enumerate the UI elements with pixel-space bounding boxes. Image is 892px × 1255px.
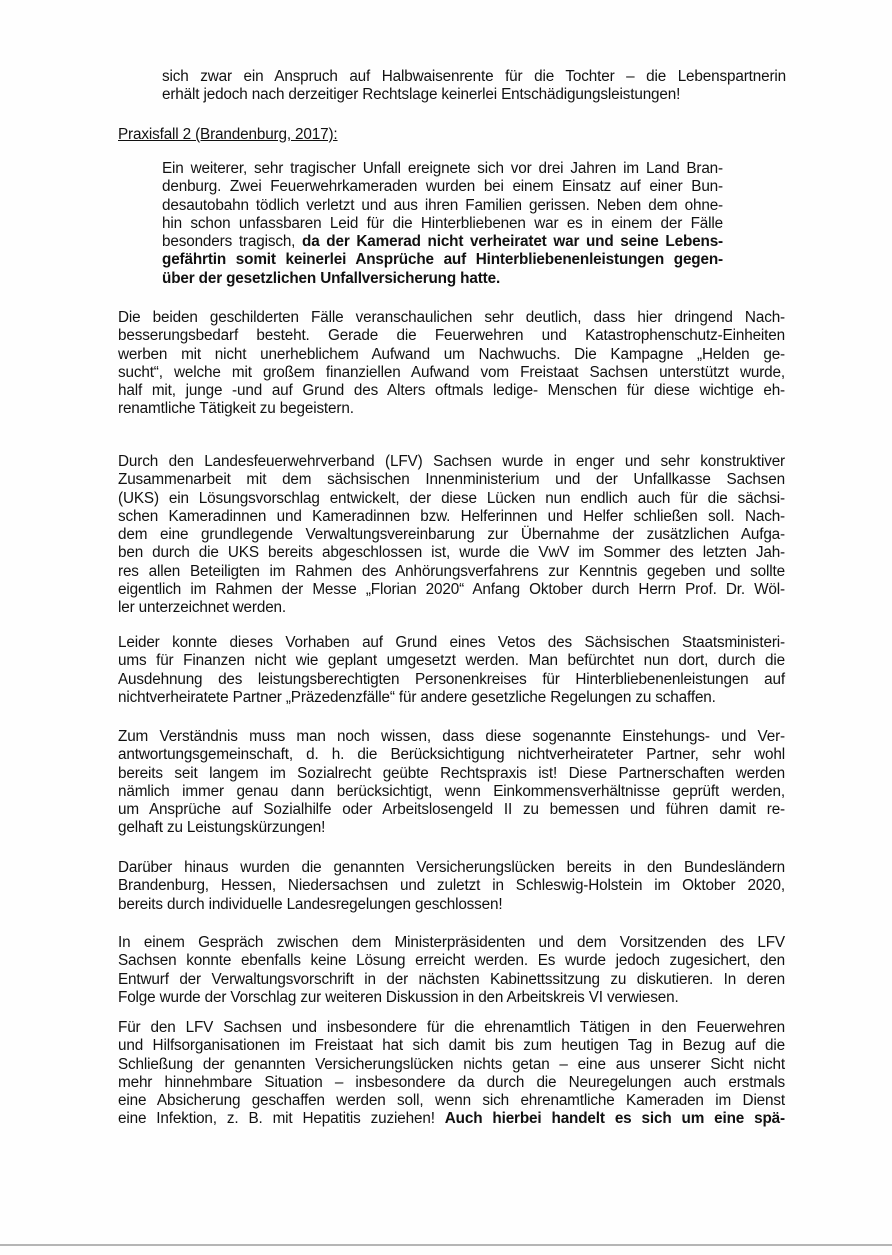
text-line: antwortungsgemeinschaft, d. h. die Berücksichtigung nichtverheirateter Partner, sehr wohl [118,746,785,764]
case-block [162,160,723,288]
text-line: half mit, junge -und auf Grund des Alters oftmals ledige- Menschen für diese wichtige eh- [118,382,785,400]
paragraph [118,1019,785,1129]
text-line: um Ansprüche auf Sozialhilfe oder Arbeitslosengeld II zu bemessen und führen damit re- [118,801,785,819]
text-line: Entwurf der Verwaltungsvorschrift in der nächsten Kabinettssitzung zu diskutieren. In deren [118,970,785,988]
text-line: besonders tragisch, da der Kamerad nicht verheiratet war und seine Lebens- [162,233,723,251]
text-line: Brandenburg, Hessen, Niedersachsen und zuletzt in Schleswig-Holstein im Oktober 2020, [118,877,785,895]
text-line: Schließung der genannten Versicherungslücken nichts getan – eine aus unserer Sicht nicht [118,1055,785,1073]
text-line: Ein weiterer, sehr tragischer Unfall ereignete sich vor drei Jahren im Land Bran- [162,160,723,177]
text-line: hin schon unfassbaren Leid für die Hinterbliebenen war es in einem der Fälle [162,214,723,232]
text-line: ums für Finanzen nicht wie geplant umgesetzt werden. Man befürchtet nun dort, durch die [118,652,785,670]
text-line: mehr hinnehmbare Situation – insbesondere da durch die Neuregelungen auch erstmals [118,1073,785,1091]
emphasis-text: Auch hierbei handelt es sich um eine spä- [444,1110,785,1128]
text-line: Zum Verständnis muss man noch wissen, dass diese sogenannte Einstehungs- und Ver- [118,728,785,745]
text-line [162,270,723,288]
intro-block [162,68,786,105]
emphasis-text: da der Kamerad nicht verheiratet war und seine Lebens- [302,233,723,251]
page-bottom-edge [0,1244,892,1255]
text-line: denburg. Zwei Feuerwehrkameraden wurden bei einem Einsatz auf einer Bun- [162,178,723,196]
text-line: desautobahn tödlich verletzt und aus ihren Familien gerissen. Neben dem ohne- [162,196,723,214]
text-line: Folge wurde der Vorschlag zur weiteren Diskussion in den Arbeitskreis VI verwiesen. [118,988,679,1006]
text-line: erhält jedoch nach derzeitiger Rechtslage keinerlei Entschädigungsleistungen! [162,86,681,104]
text-line: und Hilfsorganisationen im Freistaat hat sich damit bis zum heutigen Tag in Bezug auf die [118,1037,785,1055]
text-line: Für den LFV Sachsen und insbesondere für die ehrenamtlich Tätigen in den Feuerwehren [118,1019,785,1036]
text-line: Sachsen konnte ebenfalls keine Lösung erreicht werden. Es wurde jedoch zugesichert, den [118,952,785,970]
text-line: gelhaft zu Leistungskürzungen! [118,819,326,837]
text-line: werben mit nicht unerheblichem Aufwand um Nachwuchs. Die Kampagne „Helden ge- [118,345,785,363]
text-line: Ausdehnung des leistungsberechtigten Personenkreises für Hinterbliebenenleistungen auf [118,670,785,688]
paragraph [118,728,785,838]
text-line: Zusammenarbeit mit dem sächsischen Innenministerium und der Unfallkasse Sachsen [118,471,785,489]
text-line: eine Infektion, z. B. mit Hepatitis zuziehen! Auch hierbei handelt es sich um eine spä- [118,1110,785,1128]
text-line: bereits seit langem im Sozialrecht geübte Rechtspraxis ist! Diese Partnerschaften werden [118,764,785,782]
text-line: nämlich immer genau dann berücksichtigt, wenn Einkommensverhältnisse geprüft werden, [118,782,785,800]
text-line: Durch den Landesfeuerwehrverband (LFV) Sachsen wurde in enger und sehr konstruktiver [118,453,785,470]
case-heading: Praxisfall 2 (Brandenburg, 2017): [118,126,338,143]
text-line: renamtliche Tätigkeit zu begeistern. [118,400,354,418]
text-line: dem eine grundlegende Verwaltungsvereinbarung zur Übernahme der zusätzlichen Aufga- [118,526,785,544]
text-line: sich zwar ein Anspruch auf Halbwaisenrente für die Tochter – die Lebenspartnerin [162,68,786,85]
text-line: eine Absicherung geschaffen werden soll, wenn sich ehrenamtliche Kameraden im Dienst [118,1092,785,1110]
text-line: Leider konnte dieses Vorhaben auf Grund eines Vetos des Sächsischen Staatsministeri- [118,634,785,651]
text-line: Die beiden geschilderten Fälle veranschaulichen sehr deutlich, dass hier dringend Nach- [118,309,785,326]
text-line: In einem Gespräch zwischen dem Ministerpräsidenten und dem Vorsitzenden des LFV [118,934,785,951]
text-line: eigentlich im Rahmen der Messe „Florian 2020“ Anfang Oktober durch Herrn Prof. Dr. Wöl- [118,581,785,599]
emphasis-text: gefährtin somit keinerlei Ansprüche auf Hinterbliebenenleistungen gegen- [162,251,723,269]
text-line [162,251,723,269]
text-line: res allen Beteiligten im Rahmen des Anhörungsverfahrens zur Kenntnis gegeben und sollte [118,562,785,580]
page-gap [0,1246,892,1255]
emphasis-text: über der gesetzlichen Unfallversicherung hatte. [162,269,501,287]
text-line: ler unterzeichnet werden. [118,599,287,617]
text-line: Darüber hinaus wurden die genannten Versicherungslücken bereits in den Bundesländern [118,859,785,876]
paragraph [118,453,785,618]
paragraph [118,634,785,707]
text-line: bereits durch individuelle Landesregelungen geschlossen! [118,895,503,913]
text-line: nichtverheiratete Partner „Präzedenzfälle“ für andere gesetzliche Regelungen zu schaffen. [118,688,716,706]
paragraph [118,309,785,419]
text-line: schen Kameradinnen und Kameradinnen bzw. Helferinnen und Helfer schließen soll. Nach- [118,507,785,525]
text-line: sucht“, welche mit großem finanziellen Aufwand vom Freistaat Sachsen unterstützt wurde, [118,363,785,381]
paragraph [118,934,785,1007]
text-line: ben durch die UKS bereits abgeschlossen ist, wurde die VwV im Sommer des letzten Jah- [118,544,785,562]
text-line: (UKS) ein Lösungsvorschlag entwickelt, der diese Lücken nun endlich auch für die sächsi- [118,489,785,507]
text-line: besserungsbedarf besteht. Gerade die Feuerwehren und Katastrophenschutz-Einheiten [118,327,785,345]
paragraph [118,859,785,914]
